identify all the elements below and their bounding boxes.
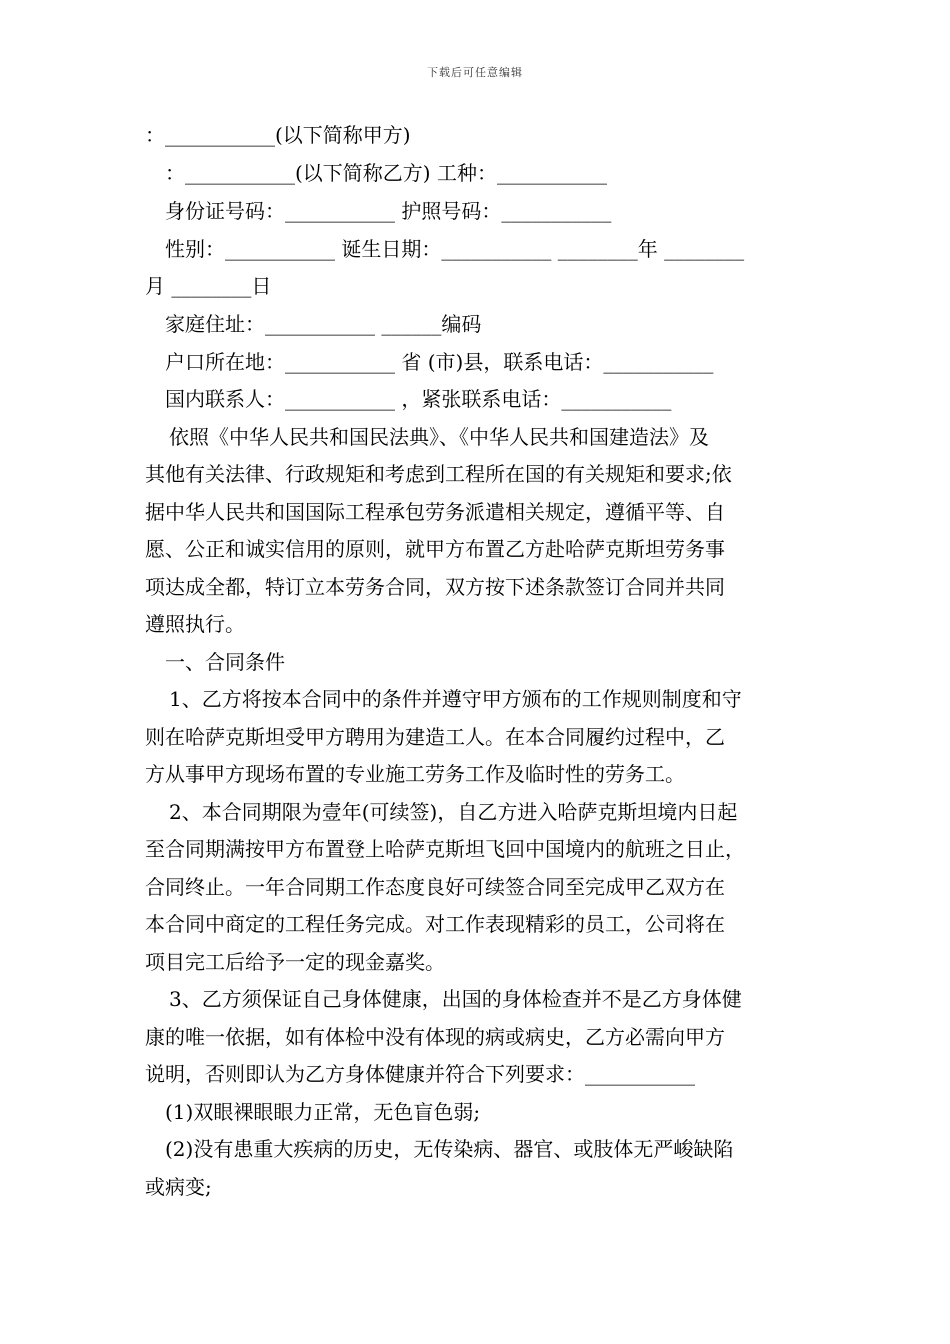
- section-heading: 一、合同条件: [165, 650, 285, 674]
- preamble-line: 项达成全都，特订立本劳务合同，双方按下述条款签订合同并共同: [145, 575, 725, 599]
- id-passport-line: 身份证号码：___________ 护照号码：___________: [165, 199, 612, 223]
- clause-line: 2、本合同期限为壹年(可续签)，自乙方进入哈萨克斯坦境内日起: [169, 800, 738, 824]
- gender-birth-line: 性别：___________ 诞生日期：___________ ________年 ________: [165, 237, 745, 261]
- page-header: 下载后可任意编辑: [427, 66, 523, 79]
- requirement-item: 或病变;: [145, 1175, 212, 1199]
- clause-line: 1、乙方将按本合同中的条件并遵守甲方颁布的工作规则制度和守: [169, 687, 742, 711]
- household-line: 户口所在地：___________ 省 (市)县，联系电话：___________: [165, 350, 714, 374]
- requirement-item: (1)双眼裸眼眼力正常，无色盲色弱;: [165, 1100, 481, 1124]
- preamble-line: 依照《中华人民共和国民法典》、《中华人民共和国建造法》及: [169, 425, 709, 449]
- clause-line: 项目完工后给予一定的现金嘉奖。: [145, 950, 445, 974]
- contact-line: 国内联系人：___________ ，紧张联系电话：___________: [165, 387, 672, 411]
- clause-line: 至合同期满按甲方布置登上哈萨克斯坦飞回中国境内的航班之日止，: [145, 837, 745, 861]
- clause-line: 则在哈萨克斯坦受甲方聘用为建造工人。在本合同履约过程中，乙: [145, 725, 725, 749]
- preamble-line: 其他有关法律、行政规矩和考虑到工程所在国的有关规矩和要求;依: [145, 462, 732, 486]
- clause-line: 方从事甲方现场布置的专业施工劳务工作及临时性的劳务工。: [145, 762, 685, 786]
- clause-line: 康的唯一依据，如有体检中没有体现的病或病史，乙方必需向甲方: [145, 1025, 725, 1049]
- party-a-line: ：___________(以下简称甲方): [145, 123, 411, 147]
- party-b-line: ：___________(以下简称乙方) 工种：___________: [165, 161, 607, 185]
- preamble-line: 据中华人民共和国国际工程承包劳务派遣相关规定，遵循平等、自: [145, 500, 725, 524]
- clause-line: 合同终止。一年合同期工作态度良好可续签合同至完成甲乙双方在: [145, 875, 725, 899]
- home-address-line: 家庭住址：___________ ______编码: [165, 312, 482, 336]
- clause-line: 本合同中商定的工程任务完成。对工作表现精彩的员工，公司将在: [145, 912, 725, 936]
- preamble-line: 遵照执行。: [145, 612, 245, 636]
- birth-date-line: 月 ________日: [145, 274, 272, 298]
- clause-line: 3、乙方须保证自己身体健康，出国的身体检查并不是乙方身体健: [169, 987, 742, 1011]
- clause-line: 说明，否则即认为乙方身体健康并符合下列要求：___________: [145, 1062, 695, 1086]
- requirement-item: (2)没有患重大疾病的历史，无传染病、器官、或肢体无严峻缺陷: [165, 1137, 734, 1161]
- preamble-line: 愿、公正和诚实信用的原则，就甲方布置乙方赴哈萨克斯坦劳务事: [145, 537, 725, 561]
